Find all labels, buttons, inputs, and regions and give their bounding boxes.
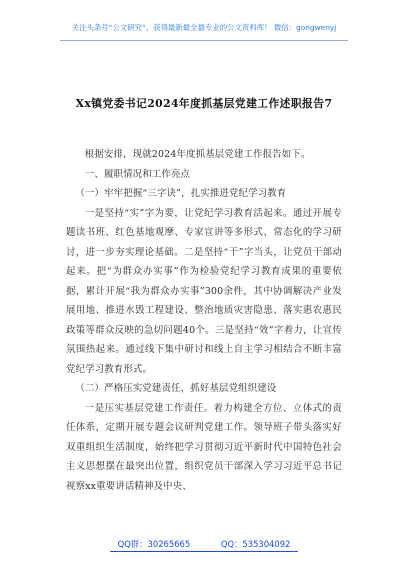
paragraph-body: 一是坚持“实”字为要，让党纪学习教育活起来。通过开展专题读书班、红色基地观摩、专家宣讲等多形式、常态化的学习研讨，进一步夯实理论基础。二是坚持“干”字当头，让党员干部动起来。把“为群众办实事”作为检验党纪学习教育成果的重要依据，累计开展“我为群众办实事”300余件，其中协调解决产业发展用地、推进水毁工程建设、整治地质灾害隐患、落实惠农惠民政策等群众反映的急切问题40个。三是坚持“效”字着力，让宣传氛围热起来。通过线下集中研讨和线上自主学习相结合不断丰富党纪学习教育形式。 — [66, 207, 342, 375]
footer-divider — [110, 551, 298, 552]
subsection-heading: （一）牢牢把握“三字诀”，扎实推进党纪学习教育 — [75, 188, 287, 199]
paragraph-body: 一是压实基层党建工作责任。着力构建全方位、立体式的责任体系，定期开展专题会议研判党建工作。领导班子带头落实好双重组织生活制度，始终把学习贯彻习近平新时代中国特色社会主义思想摆在最突出位置，组织党员干部深入学习习近平总书记视察xx重要讲话精神及中央、 — [66, 402, 342, 492]
footer-contact — [0, 538, 408, 550]
subsection-heading: （二）严格压实党建责任，抓好基层党组织建设 — [75, 383, 277, 394]
header-divider — [60, 40, 348, 41]
section-heading: 一、履职情况和工作亮点 — [84, 168, 191, 180]
document-body — [66, 145, 342, 496]
header-banner: 关注头条号“公文研究”，获得最新最全最专业的公文资料库！ 微信：gongwenyj — [71, 23, 337, 32]
document-title: Xx镇党委书记2024年度抓基层党建工作述职报告7 — [75, 97, 333, 110]
footer-qq-group: QQ群：30265665 — [117, 539, 191, 549]
paragraph-intro: 根据安排，现就2024年度抓基层党建工作报告如下。 — [84, 149, 311, 160]
footer-qq: QQ：535304092 — [220, 539, 291, 549]
